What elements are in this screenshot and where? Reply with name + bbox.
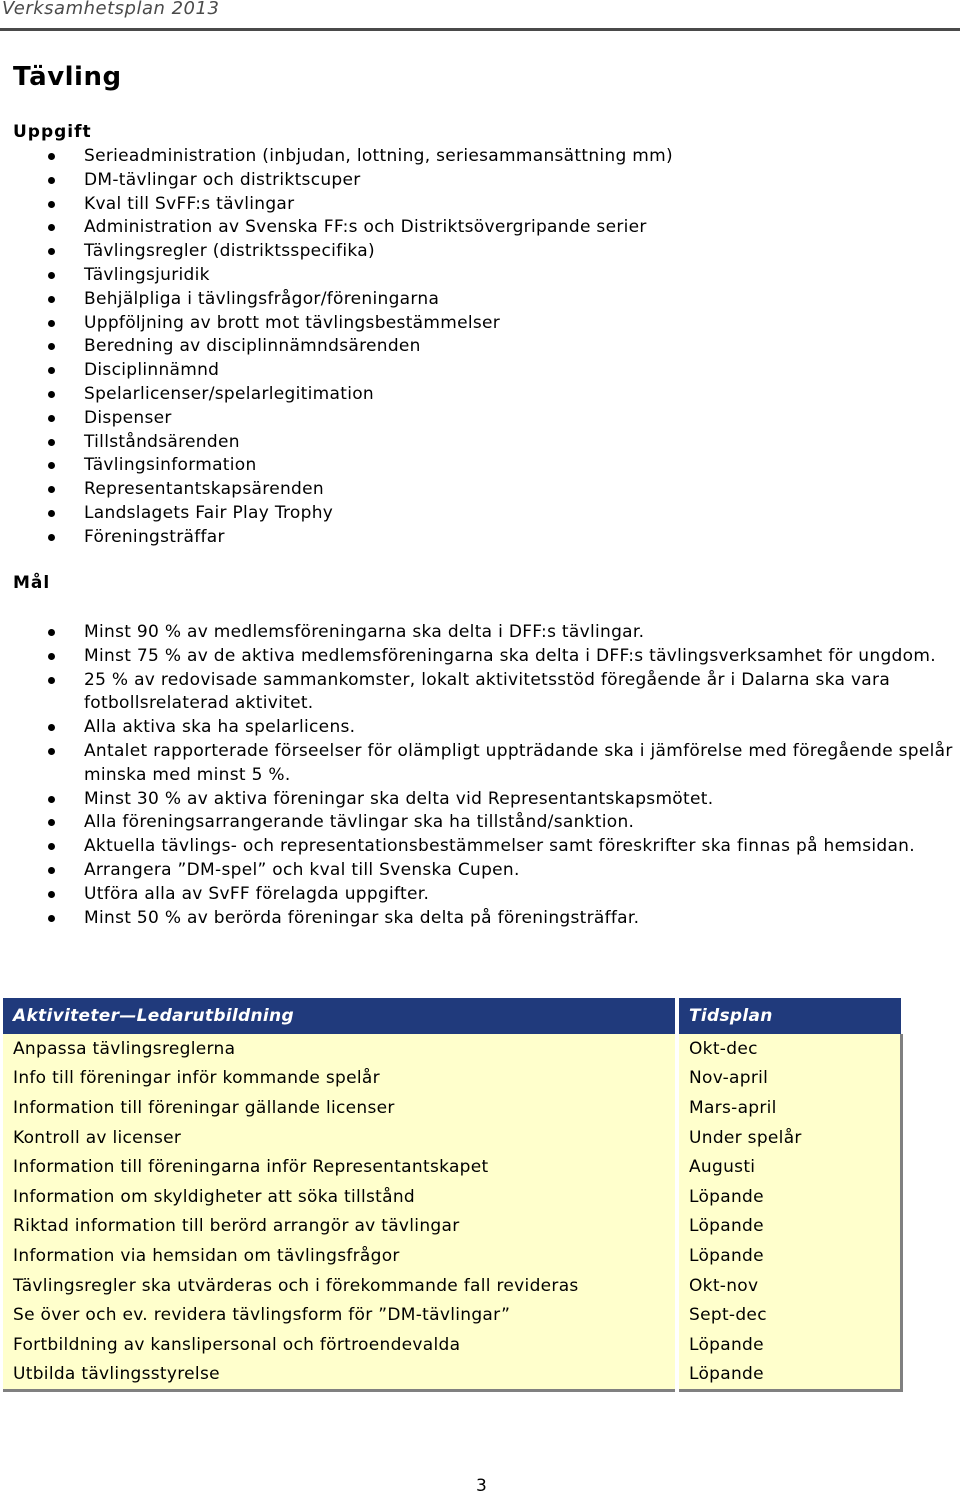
table-row — [3, 1212, 901, 1242]
schedule-cell: Löpande — [677, 1360, 901, 1391]
activity-cell: Information om skyldigheter att söka tillstånd — [3, 1182, 677, 1212]
section-title: Tävling — [13, 62, 122, 92]
table-row — [3, 1034, 901, 1064]
goal-item: Arrangera ”DM-spel” och kval till Svenska Cupen. — [12, 859, 960, 883]
page-header — [0, 0, 960, 26]
goal-item: Minst 90 % av medlemsföreningarna ska delta i DFF:s tävlingar. — [12, 621, 960, 645]
goal-item: Alla föreningsarrangerande tävlingar ska ha tillstånd/sanktion. — [12, 811, 960, 835]
activity-cell: Kontroll av licenser — [3, 1123, 677, 1153]
task-item: Serieadministration (inbjudan, lottning, seriesammansättning mm) — [12, 145, 960, 169]
activity-cell: Information till föreningarna inför Representantskapet — [3, 1152, 677, 1182]
activity-cell: Utbilda tävlingsstyrelse — [3, 1360, 677, 1391]
table-row — [3, 1093, 901, 1123]
activity-cell: Information till föreningar gällande licenser — [3, 1093, 677, 1123]
task-item: Disciplinnämnd — [12, 359, 960, 383]
task-item: Tillståndsärenden — [12, 431, 960, 455]
task-item: Behjälpliga i tävlingsfrågor/föreningarna — [12, 288, 960, 312]
table-row — [3, 1182, 901, 1212]
task-item: Föreningsträffar — [12, 526, 960, 550]
activities-table — [3, 998, 903, 1392]
task-item: Spelarlicenser/spelarlegitimation — [12, 383, 960, 407]
task-item: Landslagets Fair Play Trophy — [12, 502, 960, 526]
task-item: Tävlingsjuridik — [12, 264, 960, 288]
table-row — [3, 1123, 901, 1153]
task-item: Uppföljning av brott mot tävlingsbestämmelser — [12, 312, 960, 336]
schedule-cell: Okt-nov — [677, 1271, 901, 1301]
table-row — [3, 1360, 901, 1391]
schedule-cell: Nov-april — [677, 1064, 901, 1094]
table-row — [3, 1330, 901, 1360]
activity-cell: Riktad information till berörd arrangör av tävlingar — [3, 1212, 677, 1242]
page-number: 3 — [476, 1476, 487, 1496]
task-item: Representantskapsärenden — [12, 478, 960, 502]
schedule-cell: Löpande — [677, 1241, 901, 1271]
task-item: DM-tävlingar och distriktscuper — [12, 169, 960, 193]
goal-item: Minst 50 % av berörda föreningar ska delta på föreningsträffar. — [12, 907, 960, 931]
activity-cell: Se över och ev. revidera tävlingsform för ”DM-tävlingar” — [3, 1300, 677, 1330]
schedule-cell: Löpande — [677, 1330, 901, 1360]
schedule-cell: Okt-dec — [677, 1034, 901, 1064]
table-row — [3, 1271, 901, 1301]
table-row — [3, 1241, 901, 1271]
goal-item: Utföra alla av SvFF förelagda uppgifter. — [12, 883, 960, 907]
table-row — [3, 1152, 901, 1182]
activity-cell: Tävlingsregler ska utvärderas och i förekommande fall revideras — [3, 1271, 677, 1301]
task-list — [12, 145, 960, 550]
schedule-cell: Löpande — [677, 1182, 901, 1212]
activity-cell: Info till föreningar inför kommande spelår — [3, 1064, 677, 1094]
goals-heading: Mål — [13, 573, 51, 593]
activity-cell: Fortbildning av kanslipersonal och förtroendevalda — [3, 1330, 677, 1360]
goal-item: Alla aktiva ska ha spelarlicens. — [12, 716, 960, 740]
task-item: Beredning av disciplinnämndsärenden — [12, 335, 960, 359]
goal-item: 25 % av redovisade sammankomster, lokalt aktivitetsstöd föregående år i Dalarna ska vara fotbollsrelaterad aktivitet. — [12, 669, 960, 717]
goals-list — [12, 621, 960, 930]
table-row — [3, 1064, 901, 1094]
task-item: Tävlingsregler (distriktsspecifika) — [12, 240, 960, 264]
activity-column-header: Aktiviteter—Ledarutbildning — [3, 998, 677, 1034]
task-item: Administration av Svenska FF:s och Distriktsövergripande serier — [12, 216, 960, 240]
document-title: Verksamhetsplan 2013 — [2, 0, 220, 19]
table-row — [3, 1300, 901, 1330]
schedule-cell: Under spelår — [677, 1123, 901, 1153]
goal-item: Aktuella tävlings- och representationsbestämmelser samt föreskrifter ska finnas på hemsidan. — [12, 835, 960, 859]
goal-item: Minst 75 % av de aktiva medlemsföreningarna ska delta i DFF:s tävlingsverksamhet för ungdom. — [12, 645, 960, 669]
goal-item: Antalet rapporterade förseelser för olämpligt uppträdande ska i jämförelse med föregående spelår minska med minst 5 %. — [12, 740, 960, 788]
header-divider — [0, 28, 960, 31]
activity-cell: Information via hemsidan om tävlingsfrågor — [3, 1241, 677, 1271]
table-header-row — [3, 998, 901, 1034]
activity-cell: Anpassa tävlingsreglerna — [3, 1034, 677, 1064]
goal-item: Minst 30 % av aktiva föreningar ska delta vid Representantskapsmötet. — [12, 788, 960, 812]
schedule-column-header: Tidsplan — [677, 998, 901, 1034]
task-item: Kval till SvFF:s tävlingar — [12, 193, 960, 217]
task-item: Tävlingsinformation — [12, 454, 960, 478]
task-item: Dispenser — [12, 407, 960, 431]
schedule-cell: Augusti — [677, 1152, 901, 1182]
schedule-cell: Sept-dec — [677, 1300, 901, 1330]
schedule-cell: Löpande — [677, 1212, 901, 1242]
task-heading: Uppgift — [13, 122, 92, 142]
schedule-cell: Mars-april — [677, 1093, 901, 1123]
